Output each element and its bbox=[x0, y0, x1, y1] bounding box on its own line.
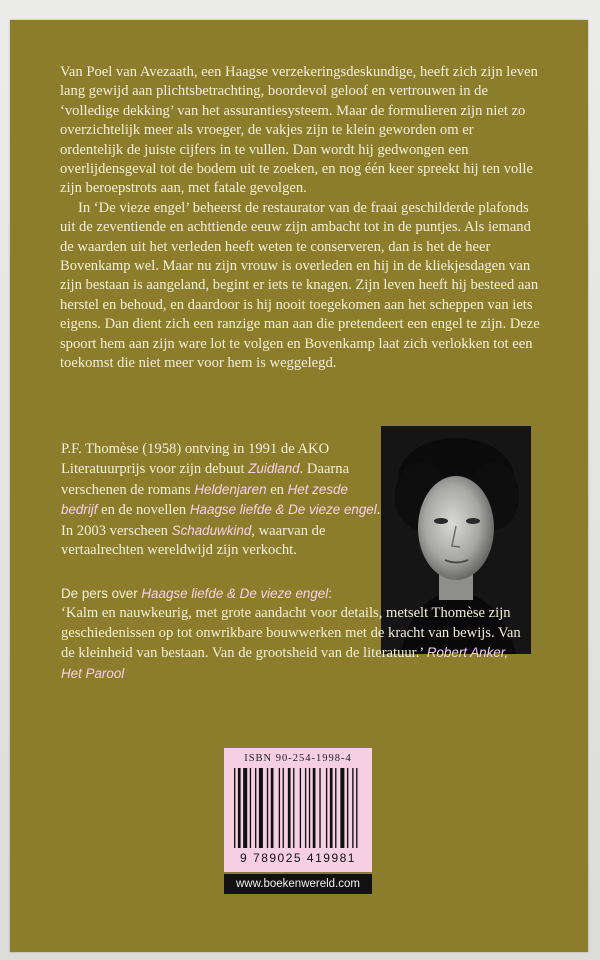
barcode-bar bbox=[335, 768, 336, 848]
barcode-bar bbox=[293, 768, 294, 848]
barcode-bar bbox=[243, 768, 247, 848]
blurb-paragraph-1: Van Poel van Avezaath, een Haagse verzekeringsdeskundige, heeft zich zijn leven lang gewijd aan plichtsbetrachting, boordevol geloof en vertrouwen in de ‘volledige dekking’ van het assurantiesysteem. Maar de formulieren zijn niet zo overzichtelijk meer als vroeger, de vakjes zijn te klein geworden om er ordentelijk de juiste cijfers in te vullen. Dan wordt hij gedwongen een overlijdensgeval tot de bodem uit te zoeken, en nog één keer spreekt hij ten volle zijn beroepstrots aan, met fatale gevolgen. bbox=[60, 64, 538, 197]
barcode-bar bbox=[271, 768, 274, 848]
barcode-bar bbox=[319, 768, 320, 848]
quote-source: Robert Anker, Het Parool bbox=[61, 645, 509, 681]
barcode-bar bbox=[356, 768, 357, 848]
barcode-bar bbox=[267, 768, 268, 848]
book-title-zuidland: Zuidland bbox=[248, 461, 300, 477]
barcode-bar bbox=[259, 768, 263, 848]
bio-text: P.F. Thomèse (1958) ontving in 1991 de AKO Literatuurprijs voor zijn debuut bbox=[61, 441, 330, 478]
barcode-bar bbox=[309, 768, 310, 848]
book-title-schaduwkind: Schaduwkind bbox=[171, 522, 252, 538]
bio-text: en bbox=[266, 481, 288, 498]
ean-number: 9 789025 419981 bbox=[240, 851, 356, 865]
barcode-bar bbox=[347, 768, 348, 848]
barcode-bar bbox=[300, 768, 301, 848]
barcode-bar bbox=[326, 768, 327, 848]
barcode-bar bbox=[305, 768, 306, 848]
bio-text: . In 2003 verscheen bbox=[61, 502, 381, 539]
barcode-bar bbox=[234, 768, 235, 848]
book-title-haagse-liefde: Haagse liefde & De vieze engel bbox=[189, 502, 377, 518]
barcode-bar bbox=[250, 768, 251, 848]
isbn-number: ISBN 90-254-1998-4 bbox=[244, 753, 352, 764]
barcode-bar bbox=[238, 768, 241, 848]
press-book-title: Haagse liefde & De vieze engel bbox=[141, 586, 329, 601]
barcode-bar bbox=[352, 768, 353, 848]
blurb bbox=[60, 63, 540, 374]
book-title-heldenjaren: Heldenjaren bbox=[194, 481, 267, 497]
press-colon: : bbox=[328, 586, 332, 601]
blurb-paragraph-2: In ‘De vieze engel’ beheerst de restaurator van de fraai geschilderde plafonds uit de zeventiende en achttiende eeuw zijn ambacht tot in de puntjes. Als iemand de waarden uit het verleden heeft weten te conserveren, dan is het de heer Bovenkamp wel. Maar nu zijn vrouw is overleden en hij in de kliekjesdagen van zijn bestaan is aangeland, begint er iets te knagen. Zijn leven heeft hij besteed aan herstel en behoud, en daardoor is hij nooit toegekomen aan het scheppen van iets eigens. Dan dient zich een ranzige man aan die pretendeert een engel te zijn. Deze spoort hem aan zijn ware lot te volgen en Bovenkamp laat zich verlokken tot een toekomst die niet meer voor hem is weggelegd. bbox=[60, 199, 540, 372]
barcode-bar bbox=[279, 768, 280, 848]
press-intro: De pers over bbox=[61, 586, 142, 601]
bio-text: en de novellen bbox=[97, 502, 190, 519]
author-bio bbox=[61, 440, 381, 560]
book-title-het-zesde-bedrijf: Het zesde bedrijf bbox=[61, 481, 348, 518]
barcode-bar bbox=[283, 768, 284, 848]
barcode-bar bbox=[313, 768, 316, 848]
barcode-bar bbox=[340, 768, 344, 848]
barcode-bar bbox=[288, 768, 291, 848]
quote-text: ‘Kalm en nauwkeurig, met grote aandacht voor details, metselt Thomèse zijn geschiedenissen op tot onwrikbare bouwwerken met de kracht van bewijs. Van de kleinheid van bestaan. Van de grootsheid van de literatuur.’ bbox=[61, 605, 521, 662]
bio-text: . Daarna verschenen de romans bbox=[61, 461, 350, 498]
barcode-bar bbox=[255, 768, 256, 848]
barcode-bar bbox=[330, 768, 333, 848]
barcode bbox=[234, 768, 362, 852]
bio-text: , waarvan de vertaalrechten wereldwijd zijn verkocht. bbox=[61, 522, 326, 559]
publisher-url: www.boekenwereld.com bbox=[224, 874, 372, 894]
barcode-label bbox=[224, 748, 372, 872]
press-quote bbox=[61, 584, 531, 684]
